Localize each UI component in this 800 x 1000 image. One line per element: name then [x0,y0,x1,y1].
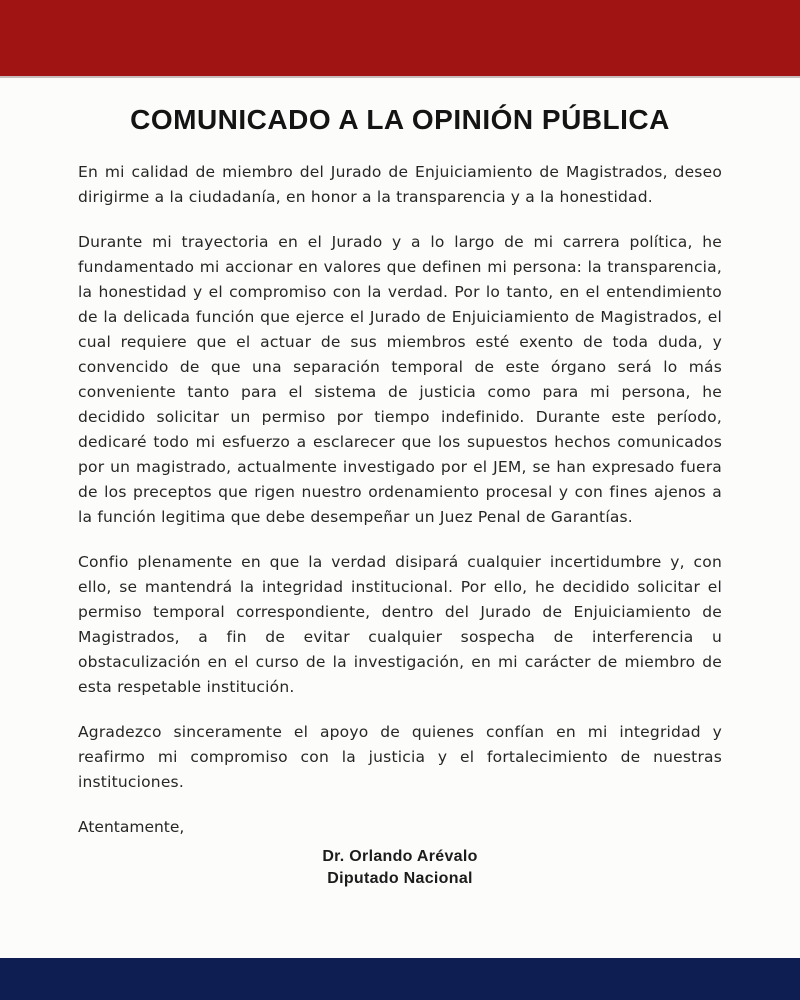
signature-block [78,846,722,890]
paragraph-trajectory: Durante mi trayectoria en el Jurado y a lo largo de mi carrera política, he fundamentado mi accionar en valores que definen mi persona: la transparencia, la honestidad y el compromiso con la verdad. Por lo tanto, en el entendimiento de la delicada función que ejerce el Jurado de Enjuiciamiento de Magistrados, el cual requiere que el actuar de sus miembros esté exento de toda duda, y convencido de que una separación temporal de este órgano será lo más conveniente tanto para el sistema de justicia como para mi persona, he decidido solicitar un permiso por tiempo indefinido. Durante este período, dedicaré todo mi esfuerzo a esclarecer que los supuestos hechos comunicados por un magistrado, actualmente investigado por el JEM, se han expresado fuera de los preceptos que rigen nuestro ordenamiento procesal y con fines ajenos a la función legitima que debe desempeñar un Juez Penal de Garantías. [78,233,722,526]
letter-paragraphs [78,160,722,795]
paragraph-intro: En mi calidad de miembro del Jurado de Enjuiciamiento de Magistrados, deseo dirigirme a la ciudadanía, en honor a la transparencia y a la honestidad. [78,163,722,206]
letter-body [0,78,800,958]
top-red-band [0,0,800,78]
signature-role: Diputado Nacional [327,870,473,887]
paragraph-confidence: Confio plenamente en que la verdad disipará cualquier incertidumbre y, con ello, se mantendrá la integridad institucional. Por ello, he decidido solicitar el permiso temporal correspondiente, dentro del Jurado de Enjuiciamiento de Magistrados, a fin de evitar cualquier sospecha de interferencia u obstaculización en el curso de la investigación, en mi carácter de miembro de esta respetable institución. [78,553,722,696]
closing-salutation: Atentamente, [78,818,185,836]
signature-name: Dr. Orlando Arévalo [322,848,478,865]
bottom-navy-band [0,958,800,1000]
paragraph-thanks: Agradezco sinceramente el apoyo de quienes confían en mi integridad y reafirmo mi compromiso con la justicia y el fortalecimiento de nuestras instituciones. [78,723,722,791]
page-title: COMUNICADO A LA OPINIÓN PÚBLICA [130,104,670,135]
